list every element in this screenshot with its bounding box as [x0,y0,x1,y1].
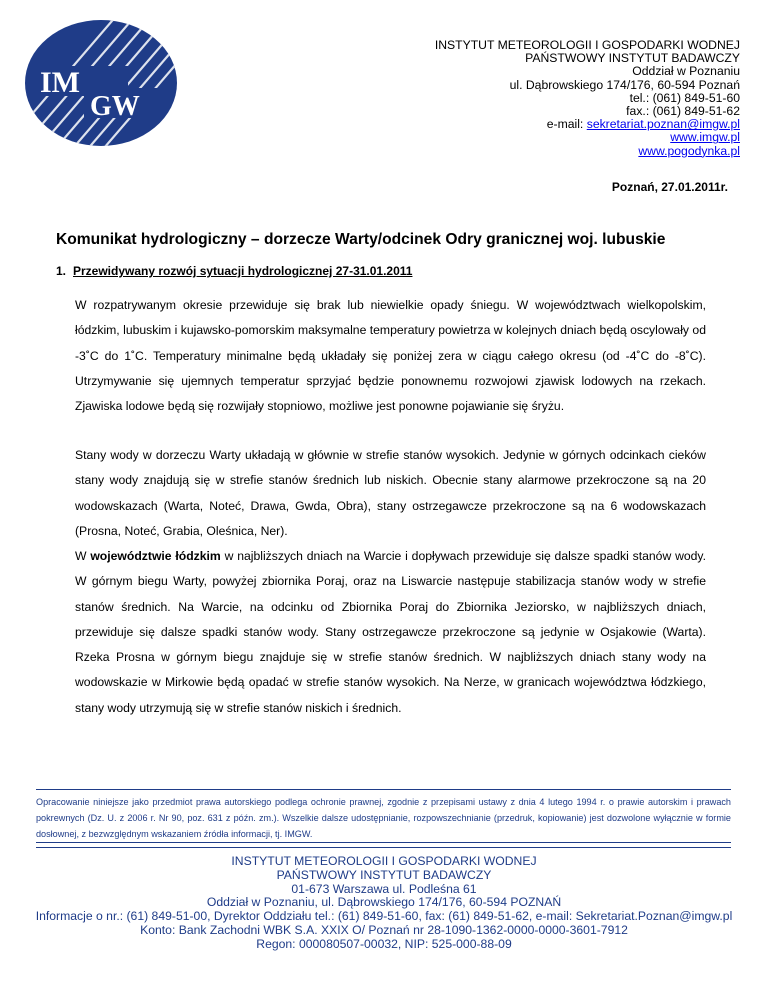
footer-bank-account: Konto: Bank Zachodni WBK S.A. XXIX O/ Poznań nr 28-1090-1362-0000-0000-3601-7912 [140,922,628,937]
footer-institute-name: INSTYTUT METEOROLOGII I GOSPODARKI WODNEJ [231,854,537,868]
header-email-link[interactable]: sekretariat.poznan@imgw.pl [586,117,740,132]
footer-institution [0,855,768,952]
logo-text-im: IM [40,66,80,99]
p3-bold-region: województwie łódzkim [90,549,221,563]
paragraph-water-levels: Stany wody w dorzeczu Warty układają w głównie w strefie stanów wysokich. Jedynie w górnych odcinkach cieków stany wody znajdują się w strefie stanów średnich lub niskich. Obecnie stany alarmowe przekroczone są na 20 wodowskazach (Warta, Noteć, Drawa, Gwda, Obra), stany ostrzegawcze przekroczone są na 6 wodowskazach (Prosna, Noteć, Grabia, Oleśnica, Ner). [75,448,706,538]
footer-divider-1 [36,842,731,843]
paragraph-weather-forecast: W rozpatrywanym okresie przewiduje się brak lub niewielkie opady śniegu. W województwach wielkopolskim, łódzkim, lubuskim i kujawsko-pomorskim maksymalne temperatury powietrza w kolejnych dniach będą oscylowały od -3˚C do 1˚C. Temperatury minimalne będą układały się poniżej zera w ciągu całego okresu (od -4˚C do -8˚C). Utrzymywanie się ujemnych temperatur sprzyjać będzie ponownemu rozwojowi zjawisk lodowych na rzekach. Zjawiska lodowe będą się rozwijały stopniowo, możliwe jest ponowne pojawianie się śryżu. [75,298,706,414]
copyright-notice: Opracowanie niniejsze jako przedmiot prawa autorskiego podlega ochronie prawnej, zgodnie z przepisami ustawy z dnia 4 lutego 1994 r. o prawie autorskim i prawach pokrewnych (Dz. U. z 2006 r. Nr 90, poz. 631 z późn. zm.). Wszelkie dalsze udostępnianie, rozpowszechnianie (przedruk, kopiowanie) jest dozwolone wyłącznie w formie dosłownej, z bezwzględnym wskazaniem źródła informacji, tj. IMGW. [36,797,731,839]
footer-branch-address: Oddział w Poznaniu, ul. Dąbrowskiego 174/176, 60-594 POZNAŃ [206,895,562,910]
section-heading [56,264,412,278]
paragraph-lodz-voivodeship [75,544,706,721]
header-email-prefix: e-mail: [546,117,587,132]
header-link-pogodynka[interactable]: www.pogodynka.pl [638,143,740,158]
footer-institute-status: PAŃSTWOWY INSTYTUT BADAWCZY [276,867,492,882]
p3-start: W [75,549,91,563]
footer-contact-info: Informacje o nr.: (61) 849-51-00, Dyrektor Oddziału tel.: (61) 849-51-60, fax: (61) 849-51-62, e-mail: Sekretariat.Poznan@imgw.pl [35,909,733,924]
header-institute-status: PAŃSTWOWY INSTYTUT BADAWCZY [525,51,740,66]
section-number: 1. [56,264,67,278]
p3-rest: w najbliższych dniach na Warcie i dopływach przewiduje się dalsze spadki stanów wody. W górnym biegu Warty, powyżej zbiornika Poraj, oraz na Liswarcie następuje stabilizacja stanów wody w strefie stanów średnich. Na Warcie, na odcinku od Zbiornika Poraj do Zbiornika Jeziorsko, w najbliższych dniach, przewiduje się dalsze spadki stanów wody. Stany ostrzegawcze przekroczone są jedynie w Osjakowie (Warta). Rzeka Prosna w górnym biegu znajduje się w strefie stanów średnich. W najbliższych dniach stany wody na wodowskazie w Mirkowie będą opadać w strefie stanów wysokich. Na Nerze, w granicach województwa łódzkiego, stany wody utrzymują się w strefie stanów niskich i średnich. [75,549,707,715]
header-fax: fax.: (061) 849-51-62 [626,104,740,119]
header-branch: Oddział w Poznaniu [632,64,740,79]
logo-text-gw: GW [90,91,140,122]
header-link-imgw[interactable]: www.imgw.pl [670,130,740,145]
header-institute-name: INSTYTUT METEOROLOGII I GOSPODARKI WODNEJ [434,38,740,52]
footer-hq-address: 01-673 Warszawa ul. Podleśna 61 [291,881,477,896]
section-heading-text: Przewidywany rozwój sytuacji hydrologicznej 27-31.01.2011 [73,264,413,278]
header-address: ul. Dąbrowskiego 174/176, 60-594 Poznań [509,77,740,92]
institution-header [320,39,740,158]
document-title: Komunikat hydrologiczny – dorzecze Warty/odcinek Odry granicznej woj. lubuskie [56,231,666,248]
document-date: Poznań, 27.01.2011r. [611,180,728,194]
header-phone: tel.: (061) 849-51-60 [629,90,740,105]
footer-regon-nip: Regon: 000080507-00032, NIP: 525-000-88-09 [256,936,512,951]
footer-divider-2 [36,847,731,848]
footer-divider-top [36,789,731,790]
imgw-logo [22,18,178,148]
